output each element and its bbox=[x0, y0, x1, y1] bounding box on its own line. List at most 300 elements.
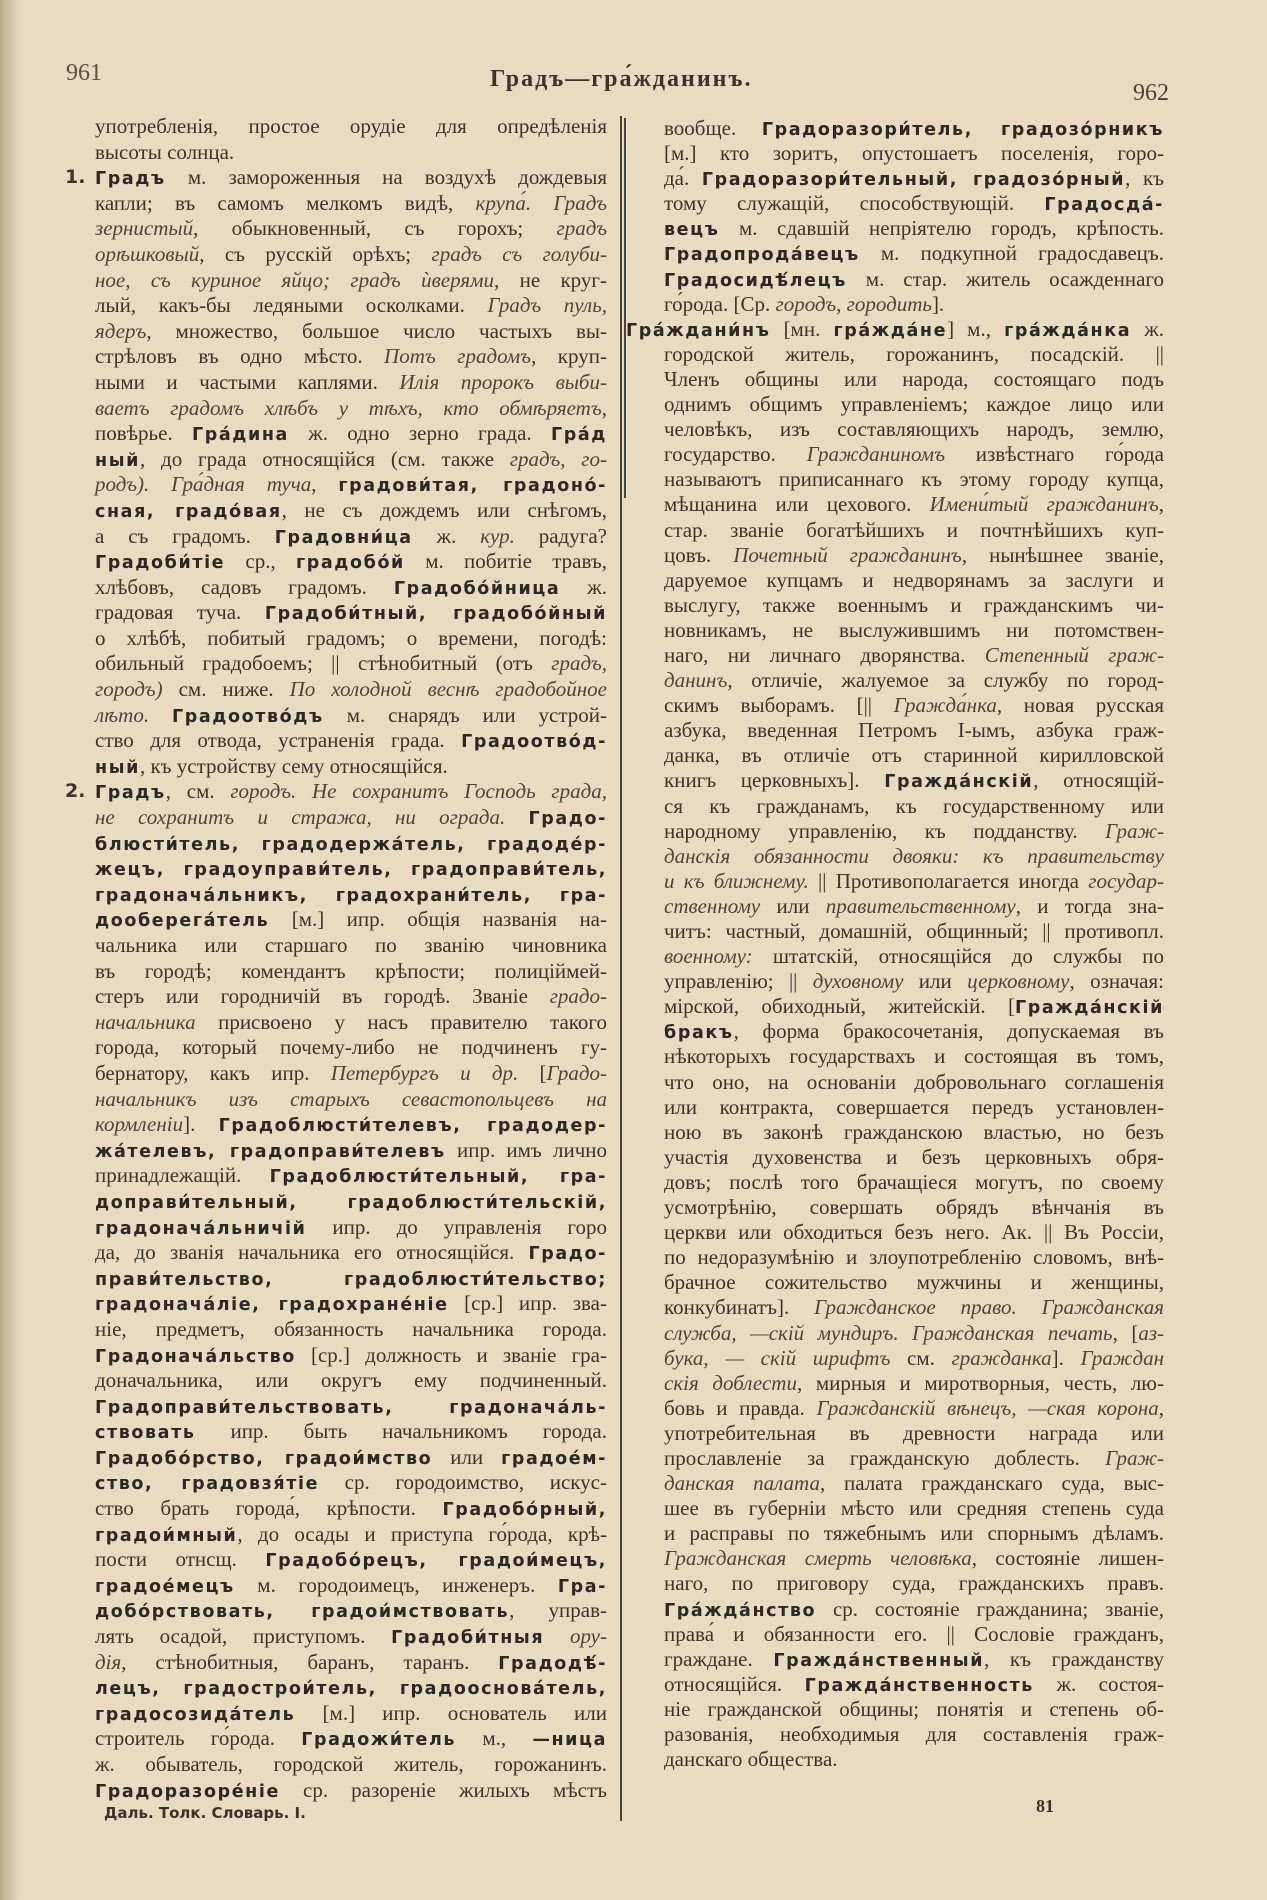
text-line bbox=[95, 1215, 607, 1241]
text-line bbox=[95, 1087, 607, 1113]
text-line bbox=[664, 116, 1164, 141]
headword: Градоотво́д- bbox=[461, 732, 607, 753]
text-run: города, который почему-либо не подчиненъ гу- bbox=[95, 1035, 607, 1060]
italic-text: Степенный граж- bbox=[984, 642, 1165, 667]
headword: Градобо́рецъ, градои́мецъ, bbox=[265, 1551, 607, 1572]
text-run: а съ градомъ. bbox=[95, 523, 275, 548]
text-run: , относящій- bbox=[1033, 768, 1164, 793]
italic-text: и къ ближнему. bbox=[664, 868, 809, 893]
text-line bbox=[95, 1701, 607, 1727]
footer-imprint: Даль. Толк. Словарь. I. bbox=[104, 1804, 306, 1822]
text-line bbox=[664, 844, 1164, 869]
text-line bbox=[95, 1419, 607, 1445]
text-line bbox=[664, 241, 1164, 266]
italic-text: Гражданское право. Гражданская bbox=[814, 1295, 1164, 1320]
text-line bbox=[664, 743, 1164, 768]
text-run: ж. bbox=[1131, 316, 1164, 341]
italic-text: Градъ пуль, bbox=[487, 293, 607, 318]
text-run: штатскій, относящійся до службы по bbox=[752, 944, 1164, 969]
text-line bbox=[664, 643, 1164, 668]
text-line bbox=[664, 1672, 1164, 1697]
text-run: , къ устройству сему относящійся. bbox=[139, 753, 448, 778]
italic-text: начальникъ изъ старыхъ севастопольцевъ на bbox=[95, 1086, 607, 1111]
headword: Градъ bbox=[95, 169, 166, 190]
headword: градонача́льникъ, градохрани́тель, гра- bbox=[95, 885, 607, 906]
text-line bbox=[95, 1624, 607, 1650]
text-line bbox=[95, 1675, 607, 1701]
italic-text: Почетный гражданинъ bbox=[733, 542, 962, 567]
text-run: книгъ церковныхъ]. bbox=[664, 768, 885, 793]
text-line bbox=[664, 1145, 1164, 1170]
text-run: го́рода. [Ср. bbox=[664, 291, 776, 316]
italic-text: ядеръ bbox=[95, 318, 147, 343]
text-line bbox=[95, 831, 607, 857]
text-line bbox=[664, 994, 1164, 1019]
text-line bbox=[95, 703, 607, 729]
text-run: , означая: bbox=[1069, 969, 1164, 994]
text-line bbox=[95, 472, 607, 498]
text-run: и расправы по тяжебнымъ или спорнымъ дѣламъ. bbox=[664, 1521, 1164, 1546]
headword: Градо- bbox=[528, 1244, 607, 1265]
headword: бракъ bbox=[664, 1023, 734, 1044]
text-run: церкви или обходиться безъ него. Ак. || Въ Россіи, bbox=[664, 1220, 1164, 1245]
text-run: , до града относящійся (см. также bbox=[139, 446, 510, 471]
headword: блюсти́тель, градодержа́тель, градоде́р- bbox=[95, 834, 607, 855]
page-number-right: 962 bbox=[1133, 80, 1169, 106]
text-line bbox=[664, 693, 1164, 718]
text-run: наго, по приговору суда, гражданскихъ правъ. bbox=[664, 1571, 1164, 1596]
headword: ный bbox=[95, 757, 140, 778]
text-run: или bbox=[432, 1444, 502, 1469]
text-run: капли; въ самомъ мелкомъ видѣ, bbox=[95, 190, 476, 215]
text-run: мірской, обиходный, житейскій. [ bbox=[664, 994, 1015, 1019]
italic-text: Гражданиномъ bbox=[806, 442, 945, 467]
italic-text: Илія пророкъ выби- bbox=[399, 369, 607, 394]
text-run: ср. городоимство, искус- bbox=[319, 1470, 607, 1495]
text-line bbox=[664, 869, 1164, 894]
italic-text: зернистый bbox=[95, 216, 194, 241]
text-run: ипр. до управленія горо bbox=[306, 1214, 607, 1239]
italic-text: Гражда́нка bbox=[893, 693, 997, 718]
text-run: ство для отвода, устраненія града. bbox=[95, 728, 462, 753]
text-run: [ср.] ипр. зва- bbox=[448, 1291, 607, 1316]
text-run: ж. одно зерно града. bbox=[288, 421, 551, 446]
text-line bbox=[664, 1446, 1164, 1471]
headword: сная, градо́вая bbox=[95, 501, 282, 522]
text-run: скимъ выборамъ. [|| bbox=[664, 693, 894, 718]
text-line bbox=[95, 728, 607, 754]
headword: добо́рствовать, градои́мствовать bbox=[95, 1602, 510, 1623]
text-run: [м.] ипр. основатель или bbox=[295, 1700, 607, 1725]
text-run: , bbox=[601, 395, 607, 420]
text-line bbox=[95, 1368, 607, 1394]
running-title: Градъ—гра́жданинъ. bbox=[490, 66, 753, 92]
italic-text: военному: bbox=[664, 944, 753, 969]
text-run: наго, ни личнаго дворянства. bbox=[664, 642, 985, 667]
text-line bbox=[664, 894, 1164, 919]
text-run: участія духовенства и безъ церковныхъ обря- bbox=[664, 1144, 1164, 1169]
text-line bbox=[95, 856, 607, 882]
text-line bbox=[95, 882, 607, 908]
text-run: разованія, необходимыя для составленія граж- bbox=[664, 1722, 1164, 1746]
italic-text: аз- bbox=[1138, 1320, 1165, 1345]
headword: Градъ bbox=[95, 783, 166, 804]
text-run: ] м., bbox=[947, 316, 1005, 341]
text-run: въ городѣ; комендантъ крѣпости; полиціймей- bbox=[95, 958, 607, 983]
text-line bbox=[95, 1445, 607, 1471]
text-line bbox=[664, 1546, 1164, 1571]
text-run: , мирныя и миротворныя, честь, лю- bbox=[796, 1370, 1164, 1395]
text-run: городской житель, горожанинъ, посадскій. || bbox=[664, 341, 1164, 366]
text-line bbox=[95, 1266, 607, 1292]
text-line bbox=[95, 549, 607, 575]
text-line bbox=[95, 1496, 607, 1522]
text-line bbox=[95, 421, 607, 447]
text-run: радуга? bbox=[514, 523, 607, 548]
text-run: [мн. bbox=[770, 316, 834, 341]
text-line bbox=[95, 1752, 607, 1778]
italic-text: ваетъ градомъ хлѣбъ у тѣхъ, кто обмѣряетъ bbox=[95, 395, 602, 420]
headword: градонача́льничій bbox=[95, 1218, 307, 1239]
italic-text: градъ, bbox=[551, 651, 607, 676]
headword: Градоби́тный, градобо́йный bbox=[264, 604, 607, 625]
text-run: да́. bbox=[664, 166, 702, 191]
text-line bbox=[95, 1470, 607, 1496]
italic-text: Имени́тый гражданинъ bbox=[929, 492, 1159, 517]
headword: Гражда́нскій bbox=[1014, 998, 1164, 1019]
text-line bbox=[664, 768, 1164, 793]
headword: градонача́ліе, градохране́ніе bbox=[95, 1295, 449, 1316]
text-line bbox=[95, 1240, 607, 1266]
text-run: да, до званія начальника его относящійся. bbox=[95, 1240, 529, 1265]
italic-text: Потъ градомъ bbox=[384, 344, 532, 369]
text-line bbox=[664, 216, 1164, 241]
text-run: , до осады и приступа го́рода, крѣ- bbox=[237, 1521, 607, 1546]
headword: доправи́тельный, градоблюсти́тельскій, bbox=[95, 1192, 607, 1213]
headword: лецъ, градострои́тель, градооснова́тель, bbox=[95, 1679, 607, 1700]
text-run: данка, въ отличіе отъ старинной кирилловской bbox=[664, 743, 1164, 768]
headword: Градоразоре́ніе bbox=[95, 1781, 280, 1802]
text-line bbox=[95, 575, 607, 601]
italic-text: не сохранитъ и стража, ни ограда. bbox=[95, 805, 506, 830]
text-line bbox=[664, 1421, 1164, 1446]
column-divider-right bbox=[624, 118, 626, 498]
text-line bbox=[664, 191, 1164, 216]
text-line bbox=[664, 342, 1164, 367]
text-run: пости отнсщ. bbox=[95, 1547, 266, 1572]
headword: Градоблюсти́тельный, гра- bbox=[269, 1167, 607, 1188]
italic-text: данинъ bbox=[664, 668, 728, 693]
text-line bbox=[664, 543, 1164, 568]
text-run: [м.] ипр. общія названія на- bbox=[269, 907, 607, 932]
headword: Градоразори́тельный, градозо́рный bbox=[701, 170, 1126, 191]
text-run: м. замороженныя на воздухѣ дождевыя bbox=[165, 165, 607, 190]
text-run: извѣстнаго го́рода bbox=[944, 442, 1164, 467]
italic-text: Граж- bbox=[1105, 818, 1164, 843]
text-run: обильный градобоемъ; || стѣнобитный (отъ bbox=[95, 651, 552, 676]
text-line bbox=[664, 492, 1164, 517]
text-run: лый, какъ-бы ледяными осколками. bbox=[95, 293, 488, 318]
italic-text: Гражданская смерть человѣка bbox=[664, 1546, 972, 1571]
text-run: нѣкоторыхъ государствахъ и состоящая въ томъ, bbox=[664, 1044, 1164, 1069]
entry-number: 1. bbox=[65, 166, 86, 189]
text-run: что оно, на основаніи добровольнаго соглашенія bbox=[664, 1069, 1164, 1094]
text-run: , нынѣшнее званіе, bbox=[961, 542, 1165, 567]
text-run: м. подкупной градосдавецъ. bbox=[859, 241, 1164, 266]
text-line bbox=[95, 1010, 607, 1036]
italic-text: духовному bbox=[812, 969, 904, 994]
headword: Градоразори́тель, градозо́рникъ bbox=[761, 120, 1164, 140]
italic-text: данская палата bbox=[664, 1471, 820, 1496]
text-line bbox=[664, 1622, 1164, 1647]
text-run: , см. bbox=[165, 779, 231, 804]
headword: Градонача́льство bbox=[95, 1346, 296, 1367]
italic-text: ственному bbox=[664, 893, 761, 918]
text-run: выслугу, также военнымъ и гражданскимъ чи- bbox=[664, 592, 1164, 617]
text-line bbox=[95, 1112, 607, 1138]
text-line bbox=[95, 959, 607, 985]
text-line bbox=[664, 1195, 1164, 1220]
text-run: ипр. быть начальникомъ города. bbox=[195, 1419, 607, 1444]
text-run: ]. bbox=[183, 1112, 219, 1137]
text-run: , не съ дождемъ или снѣгомъ, bbox=[281, 497, 608, 522]
page-number-left: 961 bbox=[66, 60, 102, 86]
text-run: читъ: частный, домашній, общинный; || противопл. bbox=[664, 919, 1164, 943]
text-run: ніе, предметъ, обязанность начальника города. bbox=[95, 1316, 607, 1341]
text-line bbox=[664, 292, 1164, 317]
headword: Гра- bbox=[557, 1576, 607, 1597]
italic-text: Градо- bbox=[546, 1060, 607, 1085]
text-run: брачное сожительство мужчины и женщины, bbox=[664, 1270, 1164, 1295]
italic-text: скія доблести bbox=[664, 1370, 797, 1395]
text-run: ср. разореніе жилыхъ мѣстъ bbox=[279, 1777, 607, 1802]
italic-text: правительственному bbox=[825, 893, 1016, 918]
text-run: ж. состоя- bbox=[1033, 1671, 1164, 1696]
text-line bbox=[664, 1597, 1164, 1622]
headword: Градопрода́вецъ bbox=[664, 245, 860, 266]
text-line bbox=[664, 267, 1164, 292]
text-run: [ср.] должность и званіе гра- bbox=[295, 1342, 607, 1367]
text-run: повѣрье. bbox=[95, 421, 192, 446]
text-line bbox=[664, 1371, 1164, 1396]
text-line bbox=[95, 1291, 607, 1317]
text-run: азбука, введенная Петромъ I-ымъ, азбука граж- bbox=[664, 718, 1164, 743]
text-line bbox=[664, 1571, 1164, 1596]
text-line bbox=[95, 1163, 607, 1189]
italic-text: городъ, городить bbox=[775, 291, 932, 316]
italic-text: Граждан bbox=[1080, 1345, 1164, 1370]
text-line bbox=[95, 754, 607, 780]
text-run: градовая туча. bbox=[95, 600, 265, 625]
text-run: прославленіе за гражданскую доблесть. bbox=[664, 1445, 1106, 1470]
text-run: бовь и правда. bbox=[664, 1395, 817, 1420]
italic-text: дія bbox=[95, 1649, 122, 1674]
italic-text: данскія обязанности двояки: къ правительству bbox=[664, 843, 1164, 868]
headword: гра́жда́не bbox=[833, 320, 948, 341]
text-run: ство брать города́, крѣпости. bbox=[95, 1496, 443, 1521]
text-line bbox=[664, 819, 1164, 844]
headword: градови́тая, градоно́- bbox=[338, 476, 607, 497]
text-run: м. снарядъ или устрой- bbox=[323, 702, 607, 727]
text-run: ными и частыми каплями. bbox=[95, 369, 400, 394]
headword: гра́жда́нка bbox=[1004, 320, 1132, 341]
headword: Градобо́йница bbox=[393, 578, 561, 599]
text-run: стар. званіе богатѣйшихъ и почтнѣйшихъ куп- bbox=[664, 517, 1164, 542]
headword: ствовать bbox=[95, 1423, 196, 1444]
italic-text: орѣшковый bbox=[95, 241, 200, 266]
text-run: чальника или старшаго по званію чиновника bbox=[95, 933, 607, 957]
italic-text: крупа́. Градъ bbox=[475, 190, 607, 215]
text-line bbox=[95, 524, 607, 550]
text-run: называютъ приписаннаго къ этому городу купца, bbox=[664, 467, 1164, 492]
text-run: употребленія, простое орудіе для опредѣленія bbox=[95, 114, 607, 138]
italic-text: начальника bbox=[95, 1009, 196, 1034]
text-line bbox=[95, 984, 607, 1010]
text-run: ср., bbox=[225, 549, 296, 574]
text-run: , къ bbox=[1125, 166, 1165, 191]
text-line bbox=[664, 467, 1164, 492]
text-line bbox=[95, 626, 607, 652]
headword: Градоблюсти́телевъ, градодер- bbox=[218, 1116, 607, 1137]
text-run: , обыкновенный, съ горохъ; bbox=[193, 216, 557, 241]
text-line bbox=[664, 1095, 1164, 1120]
text-line bbox=[95, 1573, 607, 1599]
text-line bbox=[664, 1170, 1164, 1195]
text-run: ипр. имъ лично bbox=[445, 1137, 607, 1162]
text-line bbox=[95, 1650, 607, 1676]
text-run: [м.] кто зоритъ, опустошаетъ поселенія, горо- bbox=[664, 141, 1164, 166]
text-line bbox=[664, 593, 1164, 618]
text-line bbox=[95, 1394, 607, 1420]
text-run bbox=[544, 1624, 570, 1648]
text-line bbox=[664, 668, 1164, 693]
text-run: хлѣбовъ, садовъ градомъ. bbox=[95, 574, 394, 599]
text-run: граждане. bbox=[664, 1646, 774, 1671]
text-run: ніе гражданской общины; понятія и степень об- bbox=[664, 1696, 1164, 1721]
text-line bbox=[95, 600, 607, 626]
text-run: усмотрѣнію, совершать обрядъ вѣнчанія въ bbox=[664, 1195, 1164, 1220]
italic-text: городъ. Не сохранитъ Господь града, bbox=[230, 779, 607, 804]
text-run: ср. состояніе гражданина; званіе, bbox=[816, 1596, 1164, 1621]
text-line bbox=[664, 392, 1164, 417]
text-run: о хлѣбѣ, побитый градомъ; о времени, погодѣ: bbox=[95, 625, 607, 650]
text-run: , bbox=[1158, 1395, 1164, 1420]
text-line bbox=[664, 1496, 1164, 1521]
italic-text: Петербургъ и др. bbox=[330, 1060, 519, 1085]
italic-text: градъ, го- bbox=[509, 446, 607, 471]
text-line bbox=[664, 1044, 1164, 1069]
text-line bbox=[664, 1321, 1164, 1346]
text-line bbox=[664, 718, 1164, 743]
italic-text: городъ) bbox=[95, 677, 163, 702]
text-line bbox=[664, 1120, 1164, 1145]
text-line bbox=[95, 216, 607, 242]
text-line bbox=[664, 1747, 1164, 1772]
text-run: конкубинатъ]. bbox=[664, 1295, 815, 1320]
headword: Градоправи́тельствовать, градонача́ль- bbox=[95, 1397, 607, 1418]
text-run: м. стар. житель осажденнаго bbox=[846, 266, 1164, 291]
text-line bbox=[95, 677, 607, 703]
text-run: государство. bbox=[664, 442, 807, 467]
headword: ный bbox=[95, 450, 140, 471]
headword: Градобо́рство, градои́мство bbox=[95, 1448, 433, 1469]
headword: Гра́жда́нство bbox=[664, 1600, 817, 1621]
headword: Гражда́нственный bbox=[773, 1650, 985, 1671]
italic-text: кормленіи bbox=[95, 1112, 184, 1137]
headword: Градобо́рный, bbox=[442, 1500, 607, 1521]
text-line bbox=[95, 651, 607, 677]
text-run: , состояніе лишен- bbox=[971, 1546, 1164, 1571]
text-run: ж. bbox=[560, 574, 607, 599]
headword: Градоби́тіе bbox=[95, 553, 226, 574]
text-run: Членъ общины или народа, состоящаго подъ bbox=[664, 366, 1164, 391]
headword: Градожи́тель bbox=[301, 1730, 457, 1751]
text-line bbox=[95, 370, 607, 396]
text-run: стеръ или городничій въ городѣ. Званіе bbox=[95, 984, 550, 1009]
text-run bbox=[149, 703, 172, 727]
text-run: бернатору, какъ ипр. bbox=[95, 1060, 331, 1085]
text-line bbox=[664, 1019, 1164, 1044]
text-line bbox=[664, 1245, 1164, 1270]
text-run: шее въ губерніи мѣсто или средняя степень суда bbox=[664, 1496, 1164, 1521]
headword: —ница bbox=[532, 1730, 607, 1751]
text-run: даруемое купцамъ и недворянамъ за заслуги и bbox=[664, 567, 1164, 592]
text-run: или контракта, совершается передъ установлен- bbox=[664, 1094, 1164, 1119]
text-run: или bbox=[903, 969, 968, 994]
headword: Градовни́ца bbox=[274, 527, 413, 548]
headword: Градосда́- bbox=[1044, 195, 1164, 216]
text-run: м. сдавшій непріятелю городъ, крѣпость. bbox=[719, 216, 1164, 241]
italic-text: церковному bbox=[967, 969, 1070, 994]
text-run: принадлежащій. bbox=[95, 1163, 270, 1188]
text-run: , отличіе, жалуемое за службу по город- bbox=[727, 668, 1164, 693]
text-line bbox=[95, 1598, 607, 1624]
text-line bbox=[664, 1722, 1164, 1747]
text-run: данскаго общества. bbox=[664, 1747, 838, 1772]
text-run: м. городоимецъ, инженеръ. bbox=[234, 1572, 558, 1597]
text-line bbox=[664, 1396, 1164, 1421]
text-run: довъ; послѣ того брачащіеся могутъ, по своему bbox=[664, 1169, 1164, 1194]
text-line bbox=[95, 242, 607, 268]
text-run: см. bbox=[890, 1345, 952, 1370]
text-run: стрѣловъ въ одно мѣсто. bbox=[95, 344, 385, 369]
text-line bbox=[95, 805, 607, 831]
text-run: или bbox=[760, 893, 826, 918]
text-line bbox=[95, 1061, 607, 1087]
text-run: присвоено у насъ правителю такого bbox=[195, 1009, 607, 1034]
text-run: , bbox=[1158, 492, 1164, 517]
text-line bbox=[664, 442, 1164, 467]
column-divider-left bbox=[620, 116, 622, 1821]
text-line bbox=[664, 1070, 1164, 1095]
text-line bbox=[95, 907, 607, 933]
text-run: тому служащій, способствующій. bbox=[664, 191, 1045, 216]
text-line bbox=[664, 518, 1164, 543]
text-run: относящійся. bbox=[664, 1671, 805, 1696]
headword: Гра́д bbox=[550, 425, 607, 446]
text-line bbox=[95, 114, 607, 140]
headword: Градоби́тныя bbox=[391, 1628, 545, 1649]
text-line bbox=[664, 1270, 1164, 1295]
text-run: вообще. bbox=[664, 116, 762, 140]
italic-text: бука, — скій шрифтъ bbox=[664, 1345, 891, 1370]
text-line bbox=[95, 1778, 607, 1804]
text-line bbox=[95, 396, 607, 422]
headword: Гра́ждани́нъ bbox=[626, 320, 771, 341]
italic-text: градъ bbox=[556, 216, 607, 241]
left-column bbox=[65, 114, 608, 1803]
text-run: , круп- bbox=[531, 344, 607, 369]
